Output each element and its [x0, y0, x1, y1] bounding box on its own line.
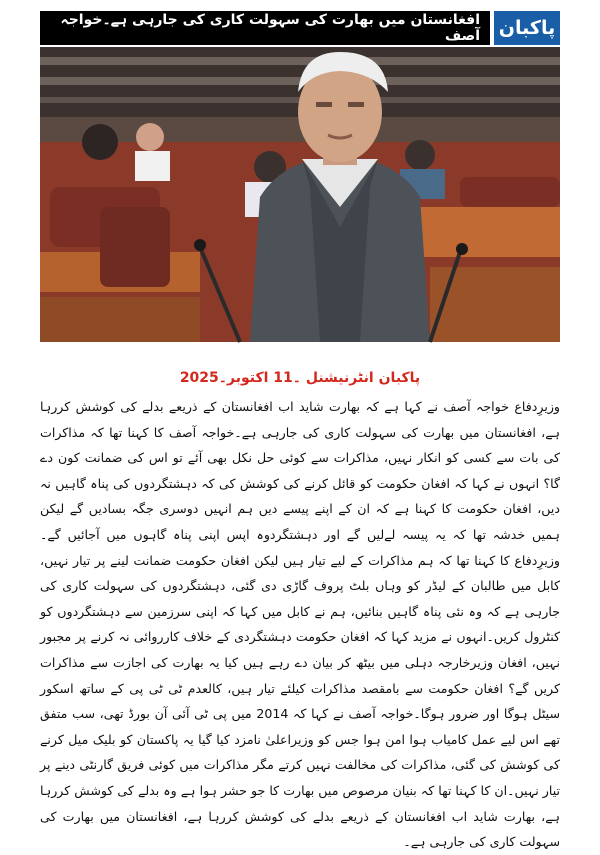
- article-header: [40, 11, 560, 45]
- brand-logo: پاکبان: [494, 11, 560, 45]
- dateline: پاکبان انٹرنیشنل ۔11 اکتوبر۔2025: [179, 370, 421, 386]
- article-photo: [40, 47, 560, 342]
- article-body: وزیرِدفاع خواجہ آصف نے کہا ہے کہ بھارت شاید اب افغانستان کے ذریعے بدلے کی کوشش کررہا ہے، افغانستان میں بھارت کی سہولت کاری کی جارہی ہے۔خواجہ آصف کا کہنا تھا کہ مذاکرات کی بات سے کسی کو انکار نہیں، مذاکرات سے کوئی حل نکل بھی آئے تو اس کی ضمانت کون دے گا؟ انہوں نے کہا کہ افغان حکومت کو قائل کرنے کی کوشش کی کہ دہشتگردوں کی پناہ گاہیں نہ دیں، افغان حکومت کا کہنا ہے کہ ان کے اپنے پیسے دیں ہم انہیں دوسری جگہ بسادیں گے لیکن ہمیں خدشہ تھا کہ یہ پیسہ لےلیں گے اور دہشتگردوہ اپس اپنی پناہ گاہوں میں آجائیں گے۔وزیرِدفاع کا کہنا تھا کہ ہم مذاکرات کے لیے تیار ہیں لیکن افغان حکومت ضمانت لینے پر تیار نہیں، کابل میں طالبان کے لیڈر کو وہاں بلٹ پروف گاڑی دی گئی، دہشتگردوں کی سہولت کاری کی جارہی ہے کہ وہ نئی پناہ گاہیں بنائیں، ہم نے کابل میں کہا کہ اپنی سرزمین سے دہشتگردوں کو کنٹرول کریں۔انہوں نے مزید کہا کہ افغان حکومت دہشتگردی کے خلاف کارروائی نہ کرنے پر مجبور نہیں، افغان وزیرخارجہ دہلی میں بیٹھ کر بیان دے رہے ہیں کیا یہ بھارت کی اجازت سے مذاکرات کریں گے؟ افغان حکومت سے بامقصد مذاکرات کیلئے تیار ہیں، کالعدم ٹی ٹی پی کے ساتھ اسکور سیٹل ہوگا اور ضرور ہوگا۔خواجہ آصف نے کہا کہ 2014 میں پی ٹی آئی آن بورڈ تھی، سب متفق تھے اس لیے عمل کامیاب ہوا امن ہوا جس کو وزیراعلیٰ نامزد کیا گیا یہ پاکستان کو بلیک میل کرنے کی کوشش کی گئی، مذاکرات کی مخالفت نہیں کرتے مگر مذاکرات میں کوئی فریق گارنٹی دینے پر تیار نہیں۔ان کا کہنا تھا کہ بنیان مرصوص میں بھارت کا جو حشر ہوا ہے وہ بدلے کی کوشش کررہا ہے، بھارت شاید اب افغانستان کے ذریعے بدلے کی کوشش کررہا ہے، افغانستان میں بھارت کی سہولت کاری کی جارہی ہے۔: [40, 399, 561, 850]
- person-speaking-photo-icon: [40, 47, 560, 342]
- headline: افغانستان میں بھارت کی سہولت کاری کی جارہی ہے۔خواجہ آصف: [40, 11, 490, 45]
